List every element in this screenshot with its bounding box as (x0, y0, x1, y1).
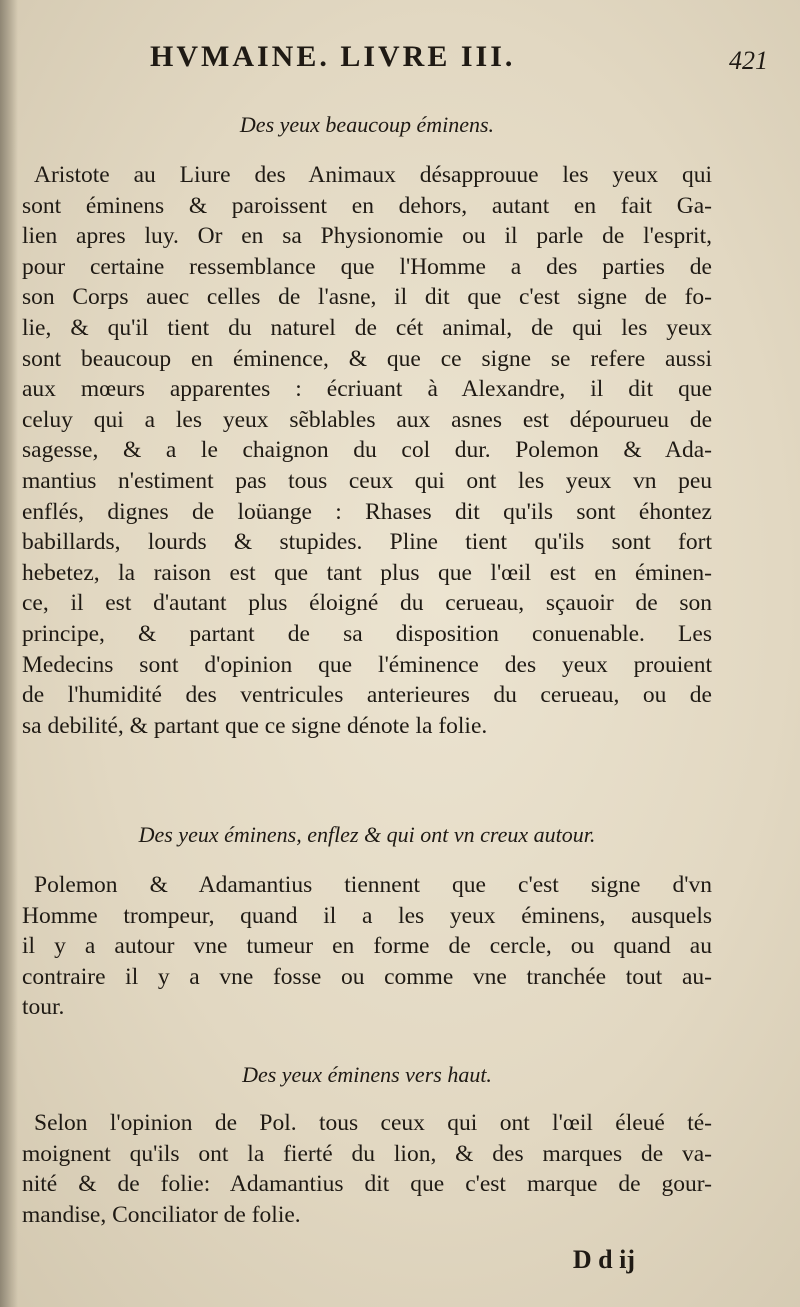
page-number: 421 (729, 46, 768, 75)
text-line: il y a autour vne tumeur en forme de cercle, ou quand au (22, 933, 712, 960)
section-raised-eyes (22, 1062, 712, 1230)
text-line: Selon l'opinion de Pol. tous ceux qui ont l'œil éleué té- (34, 1110, 712, 1136)
text-line: son Corps auec celles de l'asne, il dit que c'est signe de fo- (22, 284, 712, 311)
section-paragraph (22, 160, 712, 741)
text-line: Polemon & Adamantius tiennent que c'est signe d'vn (34, 872, 712, 898)
section-paragraph (22, 870, 712, 1023)
text-line: contraire il y a vne fosse ou comme vne tranchée tout au- (22, 963, 712, 990)
text-line: sont éminens & paroissent en dehors, autant en fait Ga- (22, 192, 712, 219)
text-line: celuy qui a les yeux sẽblables aux asnes est dépourueu de (22, 406, 712, 433)
text-line: mantius n'estiment pas tous ceux qui ont les yeux vn peu (22, 467, 712, 494)
text-line: pour certaine ressemblance que l'Homme a des parties de (22, 253, 712, 280)
text-line: tour. (22, 994, 65, 1021)
text-line: Medecins sont d'opinion que l'éminence des yeux prouient (22, 651, 712, 678)
text-line: hebetez, la raison est que tant plus que l'œil est en éminen- (22, 559, 712, 586)
running-head: HVMAINE. LIVRE III. (150, 40, 516, 73)
section-paragraph (22, 1108, 712, 1230)
text-line: Homme trompeur, quand il a les yeux éminens, ausquels (22, 902, 712, 929)
section-heading: Des yeux beaucoup éminens. (239, 112, 495, 137)
text-line: aux mœurs apparentes : écriuant à Alexandre, il dit que (22, 376, 712, 403)
text-line: lien apres luy. Or en sa Physionomie ou il parle de l'esprit, (22, 223, 712, 250)
text-line: moignent qu'ils ont la fierté du lion, & des marques de va- (22, 1140, 712, 1167)
section-heading: Des yeux éminens, enflez & qui ont vn creux autour. (138, 822, 596, 847)
section-eminent-eyes (22, 112, 712, 741)
text-line: principe, & partant de sa disposition conuenable. Les (22, 620, 712, 647)
binding-gutter (0, 0, 18, 1307)
text-line: enflés, dignes de loüange : Rhases dit qu'ils sont éhontez (22, 498, 712, 525)
section-swollen-eyes (22, 822, 712, 1023)
text-line: lie, & qu'il tient du naturel de cét animal, de qui les yeux (22, 314, 712, 341)
section-heading: Des yeux éminens vers haut. (242, 1062, 492, 1087)
text-line: babillards, lourds & stupides. Pline tient qu'ils sont fort (22, 529, 712, 556)
text-line: sagesse, & a le chaignon du col dur. Polemon & Ada- (22, 437, 712, 464)
text-line: Aristote au Liure des Animaux désapprouue les yeux qui (34, 162, 712, 188)
text-line: sont beaucoup en éminence, & que ce signe se refere aussi (22, 345, 712, 372)
text-line: nité & de folie: Adamantius dit que c'est marque de gour- (22, 1171, 712, 1198)
text-line: de l'humidité des ventricules anterieures du cerueau, ou de (22, 682, 712, 709)
page-header (150, 40, 790, 90)
text-line: mandise, Conciliator de folie. (22, 1201, 301, 1228)
text-line: ce, il est d'autant plus éloigné du cerueau, sçauoir de son (22, 590, 712, 617)
text-line: sa debilité, & partant que ce signe dénote la folie. (22, 712, 488, 739)
signature-mark: D d ij (572, 1245, 635, 1274)
